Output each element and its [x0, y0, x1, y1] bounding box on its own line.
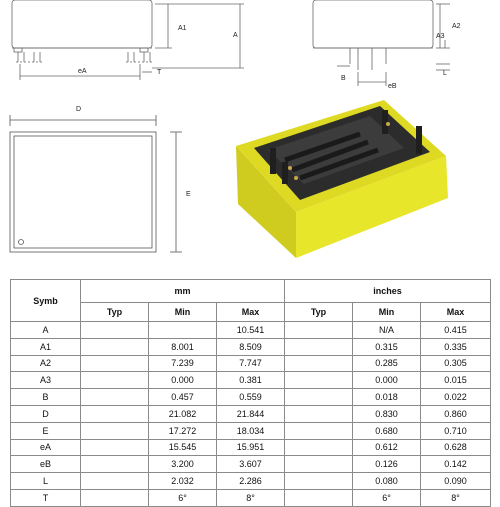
transformer-photo: [236, 100, 448, 258]
cell-mm-typ: [81, 405, 149, 422]
cell-in-max: 0.090: [421, 473, 491, 490]
cell-in-min: 0.126: [353, 456, 421, 473]
cell-mm-min: 15.545: [149, 439, 217, 456]
cell-in-min: 6°: [353, 489, 421, 506]
label-D: D: [76, 106, 82, 113]
cell-in-typ: [285, 489, 353, 506]
cell-mm-min: 3.200: [149, 456, 217, 473]
label-A2: A2: [452, 23, 461, 30]
cell-mm-typ: [81, 372, 149, 389]
inches-header: inches: [285, 280, 491, 303]
cell-mm-typ: [81, 355, 149, 372]
label-eB: eB: [388, 83, 397, 90]
cell-in-typ: [285, 389, 353, 406]
in-max-header: Max: [421, 303, 491, 322]
cell-in-min: 0.315: [353, 338, 421, 355]
cell-in-max: 0.015: [421, 372, 491, 389]
cell-in-max: 0.628: [421, 439, 491, 456]
cell-in-max: 0.335: [421, 338, 491, 355]
table-row: [11, 489, 491, 506]
table-row: [11, 456, 491, 473]
cell-in-min: 0.018: [353, 389, 421, 406]
cell-mm-typ: [81, 322, 149, 339]
label-E: E: [186, 191, 191, 198]
cell-in-typ: [285, 355, 353, 372]
cell-mm-typ: [81, 389, 149, 406]
front-view: [12, 0, 244, 80]
dimension-table: [10, 279, 491, 507]
cell-in-max: 0.860: [421, 405, 491, 422]
table-row: [11, 322, 491, 339]
label-eA: eA: [78, 68, 87, 75]
cell-mm-max: 3.607: [217, 456, 285, 473]
label-A3: A3: [436, 33, 445, 40]
cell-symb: E: [11, 422, 81, 439]
table-row: [11, 355, 491, 372]
cell-in-min: 0.080: [353, 473, 421, 490]
cell-symb: A1: [11, 338, 81, 355]
cell-symb: T: [11, 489, 81, 506]
cell-symb: A: [11, 322, 81, 339]
cell-in-typ: [285, 338, 353, 355]
cell-mm-typ: [81, 473, 149, 490]
cell-mm-min: 2.032: [149, 473, 217, 490]
label-L: L: [443, 70, 447, 77]
cell-in-min: 0.285: [353, 355, 421, 372]
table-row: [11, 372, 491, 389]
cell-mm-min: 7.239: [149, 355, 217, 372]
mm-typ-header: Typ: [81, 303, 149, 322]
cell-mm-max: 7.747: [217, 355, 285, 372]
mm-min-header: Min: [149, 303, 217, 322]
in-typ-header: Typ: [285, 303, 353, 322]
mm-header: mm: [81, 280, 285, 303]
cell-in-typ: [285, 372, 353, 389]
mm-max-header: Max: [217, 303, 285, 322]
cell-in-typ: [285, 422, 353, 439]
cell-in-max: 8°: [421, 489, 491, 506]
cell-mm-typ: [81, 439, 149, 456]
cell-mm-min: [149, 322, 217, 339]
cell-mm-max: 0.381: [217, 372, 285, 389]
cell-in-typ: [285, 405, 353, 422]
cell-mm-max: 15.951: [217, 439, 285, 456]
cell-mm-min: 6°: [149, 489, 217, 506]
cell-mm-min: 0.457: [149, 389, 217, 406]
cell-mm-max: 21.844: [217, 405, 285, 422]
cell-mm-typ: [81, 456, 149, 473]
top-view: [10, 115, 182, 252]
cell-mm-min: 21.082: [149, 405, 217, 422]
table-body: [11, 322, 491, 507]
cell-mm-typ: [81, 422, 149, 439]
cell-symb: D: [11, 405, 81, 422]
in-min-header: Min: [353, 303, 421, 322]
cell-mm-min: 0.000: [149, 372, 217, 389]
cell-mm-max: 8°: [217, 489, 285, 506]
cell-symb: A2: [11, 355, 81, 372]
symb-header: Symb: [11, 280, 81, 322]
table-row: [11, 473, 491, 490]
cell-mm-typ: [81, 489, 149, 506]
cell-mm-min: 8.001: [149, 338, 217, 355]
cell-in-max: 0.022: [421, 389, 491, 406]
table-row: [11, 405, 491, 422]
cell-symb: L: [11, 473, 81, 490]
cell-in-max: 0.710: [421, 422, 491, 439]
cell-symb: eA: [11, 439, 81, 456]
cell-in-max: 0.142: [421, 456, 491, 473]
cell-in-typ: [285, 439, 353, 456]
cell-in-max: 0.415: [421, 322, 491, 339]
cell-mm-max: 0.559: [217, 389, 285, 406]
cell-mm-max: 8.509: [217, 338, 285, 355]
cell-in-min: 0.612: [353, 439, 421, 456]
table-row: [11, 422, 491, 439]
table-row: [11, 389, 491, 406]
cell-mm-max: 10.541: [217, 322, 285, 339]
cell-in-min: N/A: [353, 322, 421, 339]
side-view: [313, 0, 450, 86]
cell-mm-max: 2.286: [217, 473, 285, 490]
cell-in-typ: [285, 456, 353, 473]
cell-mm-max: 18.034: [217, 422, 285, 439]
label-B: B: [341, 75, 346, 82]
cell-in-max: 0.305: [421, 355, 491, 372]
label-A1: A1: [178, 25, 187, 32]
cell-mm-typ: [81, 338, 149, 355]
cell-in-min: 0.830: [353, 405, 421, 422]
table-row: [11, 338, 491, 355]
cell-in-typ: [285, 322, 353, 339]
table-row: [11, 439, 491, 456]
cell-symb: eB: [11, 456, 81, 473]
cell-mm-min: 17.272: [149, 422, 217, 439]
cell-in-min: 0.680: [353, 422, 421, 439]
label-T: T: [157, 69, 162, 76]
cell-in-min: 0.000: [353, 372, 421, 389]
cell-in-typ: [285, 473, 353, 490]
label-A: A: [233, 32, 238, 39]
cell-symb: B: [11, 389, 81, 406]
cell-symb: A3: [11, 372, 81, 389]
